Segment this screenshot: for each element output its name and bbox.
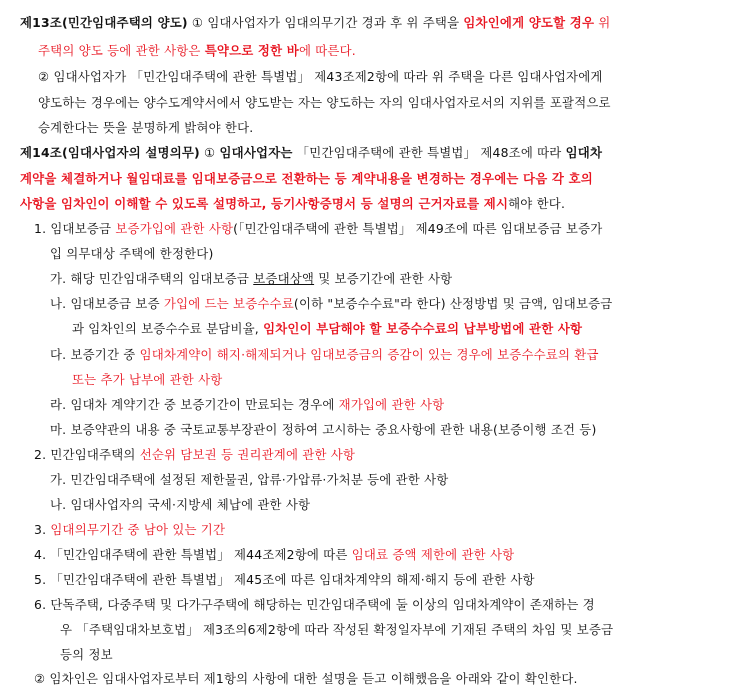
text-segment: ② 임차인은 임대사업자로부터 제1항의 사항에 대한 설명을 듣고 이해했음을 아래와 같이 확인한다. xyxy=(34,671,578,686)
text-segment: 위 xyxy=(594,15,611,30)
document-line xyxy=(34,571,535,589)
text-segment: 승계한다는 뜻을 분명하게 밝혀야 한다. xyxy=(38,120,254,135)
text-segment: 임대료 증액 제한에 관한 사항 xyxy=(351,547,515,562)
text-segment: 3. xyxy=(34,522,51,537)
document-line xyxy=(50,270,452,288)
text-segment: 2. 민간임대주택의 xyxy=(34,447,140,462)
text-segment: 가. 해당 민간임대주택의 임대보증금 xyxy=(50,271,254,286)
text-segment: 1. 임대보증금 xyxy=(34,221,116,236)
text-segment: 가. 민간임대주택에 설정된 제한물권, 압류·가압류·가처분 등에 관한 사항 xyxy=(50,472,449,487)
document-line xyxy=(34,670,578,688)
document-line xyxy=(38,68,603,86)
text-segment: 사항을 임차인이 이해할 수 있도록 설명하고, 등기사항증명서 등 설명의 근거자료를 제시 xyxy=(20,196,509,211)
text-segment: 우 「주택임대차보호법」 제3조의6제2항에 따라 작성된 확정일자부에 기재된 주택의 차임 및 보증금 xyxy=(60,622,614,637)
text-segment: 다. 보증기간 중 xyxy=(50,347,140,362)
text-segment: 과 임차인의 보증수수료 분담비율, xyxy=(72,321,264,336)
text-segment: 특약으로 정한 바 xyxy=(204,43,299,58)
text-segment: 보증대상액 xyxy=(253,271,315,286)
text-segment: 또는 추가 납부에 관한 사항 xyxy=(72,372,223,387)
text-segment: 제13조(민간임대주택의 양도) xyxy=(20,15,188,30)
document-line xyxy=(20,170,593,188)
document-line xyxy=(34,521,225,539)
document-line xyxy=(50,346,599,364)
document-line xyxy=(50,471,448,489)
document-line xyxy=(50,396,444,414)
text-segment: 보증가입에 관한 사항 xyxy=(115,221,234,236)
text-segment: 5. 「민간임대주택에 관한 특별법」 제45조에 따른 임대차계약의 해제·해지 등에 관한 사항 xyxy=(34,572,535,587)
text-segment: (「민간임대주택에 관한 특별법」 제49조에 따른 임대보증금 보증가 xyxy=(233,221,603,236)
text-segment: 주택의 양도 등에 관한 사항은 xyxy=(38,43,205,58)
document-line xyxy=(60,621,613,639)
text-segment: ② 임대사업자가 「민간임대주택에 관한 특별법」 제43조제2항에 따라 위 주택을 다른 임대사업자에게 xyxy=(38,69,603,84)
text-segment: 입 의무대상 주택에 한정한다) xyxy=(50,246,214,261)
text-segment: 나. 임대보증금 보증 xyxy=(50,296,164,311)
document-line xyxy=(72,320,582,338)
text-segment: 임차인이 부담해야 할 보증수수료의 납부방법에 관한 사항 xyxy=(263,321,583,336)
text-segment: ① xyxy=(199,145,220,160)
document-line xyxy=(38,42,356,60)
document-line xyxy=(20,14,610,32)
text-segment: 나. 임대사업자의 국세·지방세 체납에 관한 사항 xyxy=(50,497,311,512)
document-line xyxy=(34,446,355,464)
text-segment: 6. 단독주택, 다중주택 및 다가구주택에 해당하는 민간임대주택에 둘 이상의 임대차계약이 존재하는 경 xyxy=(34,597,595,612)
document-line xyxy=(60,646,113,664)
text-segment: (이하 "보증수수료"라 한다) 산정방법 및 금액, 임대보증금 xyxy=(293,296,613,311)
text-segment: 제14조(임대사업자의 설명의무) xyxy=(20,145,200,160)
text-segment: 계약을 체결하거나 월임대료를 임대보증금으로 전환하는 등 계약내용을 변경하는 경우에는 다음 각 호의 xyxy=(20,171,593,186)
text-segment: 양도하는 경우에는 양수도계약서에서 양도받는 자는 양도하는 자의 임대사업자로서의 지위를 포괄적으로 xyxy=(38,95,611,110)
text-segment: 임대차 xyxy=(565,145,603,160)
document-line xyxy=(50,421,597,439)
document-line xyxy=(38,94,611,112)
text-segment: 등의 정보 xyxy=(60,647,113,662)
document-line xyxy=(20,144,602,162)
text-segment: 에 따른다. xyxy=(298,43,356,58)
text-segment: 4. 「민간임대주택에 관한 특별법」 제44조제2항에 따른 xyxy=(34,547,352,562)
text-segment: 마. 보증약관의 내용 중 국토교통부장관이 정하여 고시하는 중요사항에 관한 내용(보증이행 조건 등) xyxy=(50,422,597,437)
text-segment: 선순위 담보권 등 권리관계에 관한 사항 xyxy=(139,447,356,462)
document-line xyxy=(34,220,602,238)
document-line xyxy=(38,119,253,137)
text-segment: 해야 한다. xyxy=(508,196,566,211)
document-line xyxy=(50,295,612,313)
text-segment: ① 임대사업자가 임대의무기간 경과 후 위 주택을 xyxy=(187,15,464,30)
text-segment: 가입에 드는 보증수수료 xyxy=(163,296,294,311)
document-line xyxy=(20,195,565,213)
text-segment: 임차인에게 양도할 경우 xyxy=(463,15,595,30)
document-line xyxy=(72,371,222,389)
text-segment: 임대사업자는 xyxy=(219,145,293,160)
document-line xyxy=(34,546,514,564)
document-line xyxy=(34,596,595,614)
text-segment: 및 보증기간에 관한 사항 xyxy=(314,271,453,286)
text-segment: 재가입에 관한 사항 xyxy=(338,397,445,412)
text-segment: 라. 임대차 계약기간 중 보증기간이 만료되는 경우에 xyxy=(50,397,339,412)
text-segment: 임대차계약이 해지·해제되거나 임대보증금의 증감이 있는 경우에 보증수수료의 환급 xyxy=(139,347,599,362)
text-segment: 「민간임대주택에 관한 특별법」 제48조에 따라 xyxy=(292,145,566,160)
document-line xyxy=(50,496,310,514)
document-line xyxy=(50,245,213,263)
text-segment: 임대의무기간 중 남아 있는 기간 xyxy=(50,522,226,537)
